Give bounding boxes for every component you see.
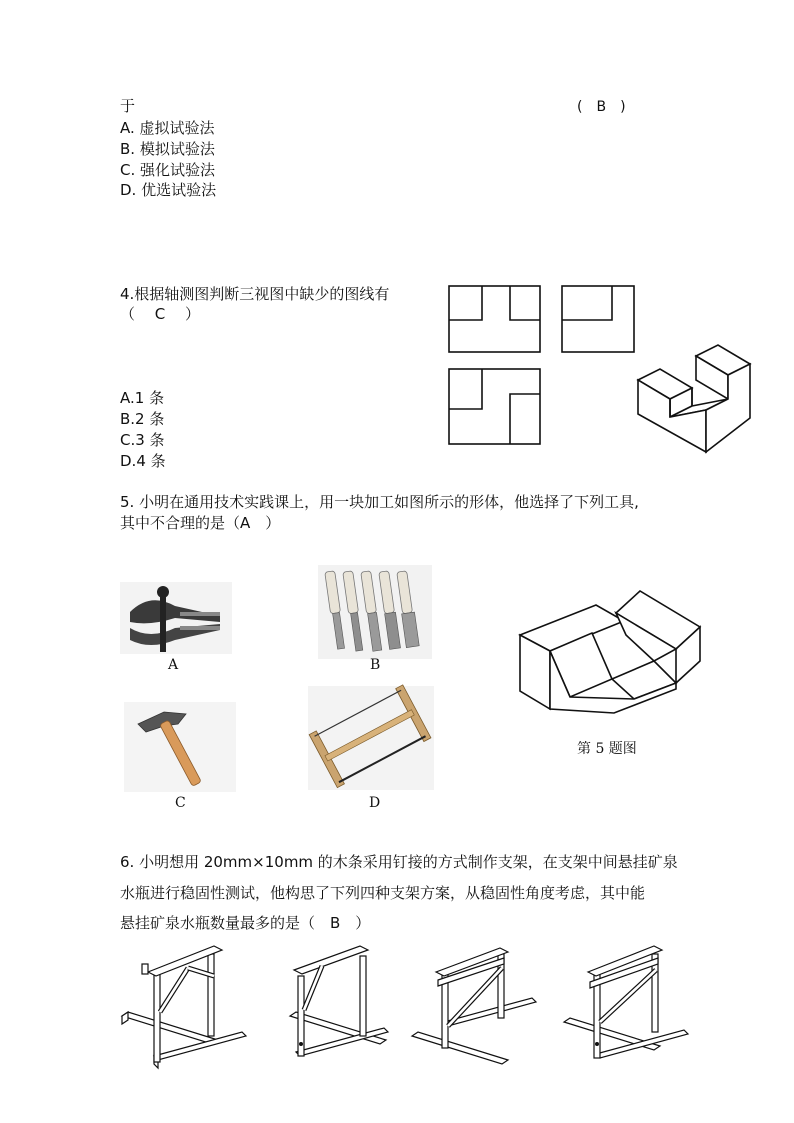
q3-option-c: C. 强化试验法 xyxy=(120,161,216,179)
front-view-drawing xyxy=(448,284,544,356)
tool-a-label: A xyxy=(168,657,179,673)
q3-line-start: 于 xyxy=(120,97,136,115)
stand-a-drawing xyxy=(118,940,248,1082)
q4-stem: 4.根据轴测图判断三视图中缺少的图线有 xyxy=(120,285,390,303)
stand-b-drawing xyxy=(286,940,416,1082)
side-view-drawing xyxy=(560,284,640,356)
tool-a-clamp-image xyxy=(120,582,232,654)
q3-option-d: D. 优选试验法 xyxy=(120,181,217,199)
q4-answer: （ C ） xyxy=(120,305,201,323)
q4-option-d: D.4 条 xyxy=(120,452,166,470)
tool-c-label: C xyxy=(175,795,186,811)
q5-workpiece-drawing xyxy=(516,585,706,715)
tool-d-label: D xyxy=(369,795,381,811)
q4-option-b: B.2 条 xyxy=(120,410,165,428)
tool-b-chisels-image xyxy=(318,565,432,659)
tool-b-label: B xyxy=(370,657,381,673)
isometric-block-drawing xyxy=(634,342,764,458)
q6-stem-line3: 悬挂矿泉水瓶数量最多的是（ B ） xyxy=(120,914,371,932)
q3-option-b: B. 模拟试验法 xyxy=(120,140,215,158)
q3-option-a: A. 虚拟试验法 xyxy=(120,119,215,137)
tool-d-bow-saw-image xyxy=(308,686,434,790)
q4-option-c: C.3 条 xyxy=(120,431,165,449)
q6-stem-line1: 6. 小明想用 20mm×10mm 的木条采用钉接的方式制作支架，在支架中间悬挂矿泉 xyxy=(120,853,678,871)
q6-stem-line2: 水瓶进行稳固性测试，他构思了下列四种支架方案，从稳固性角度考虑，其中能 xyxy=(120,884,646,902)
stand-c-drawing xyxy=(408,940,538,1082)
stand-d-drawing xyxy=(560,940,690,1082)
q5-stem-line2: 其中不合理的是（A ） xyxy=(120,514,281,532)
top-view-drawing xyxy=(448,366,544,448)
q5-figure-caption: 第 5 题图 xyxy=(577,741,637,757)
tool-c-hammer-image xyxy=(124,702,236,792)
q5-stem-line1: 5. 小明在通用技术实践课上，用一块加工如图所示的形体，他选择了下列工具, xyxy=(120,493,639,511)
q4-option-a: A.1 条 xyxy=(120,389,165,407)
q3-answer: ( B ) xyxy=(577,99,626,115)
